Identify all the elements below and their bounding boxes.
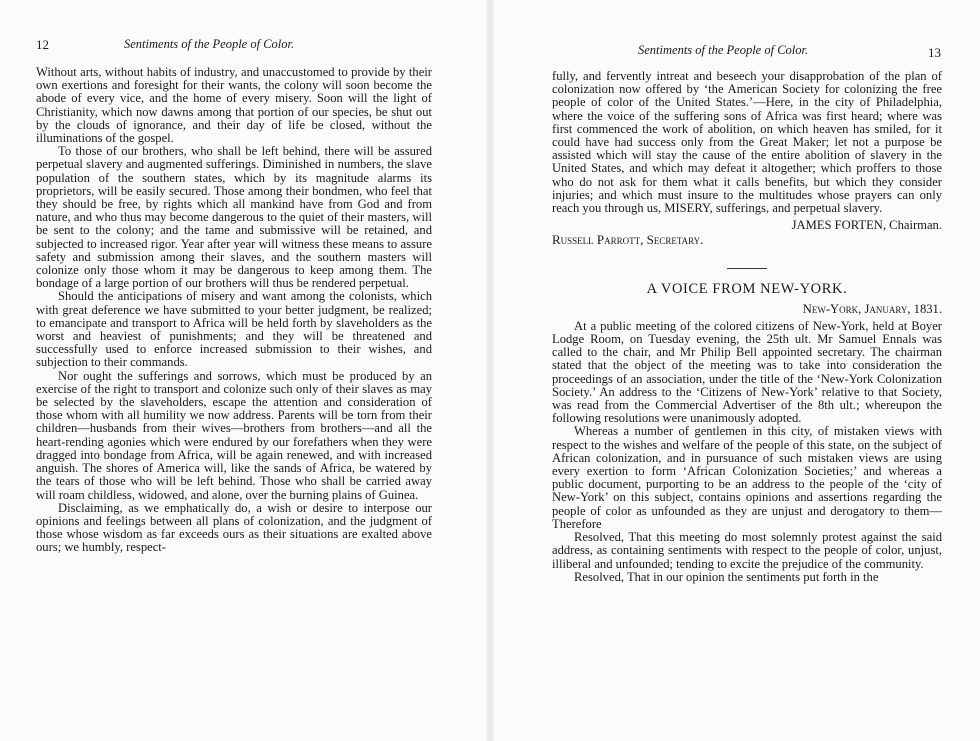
right-paragraph: Whereas a number of gentlemen in this city, of mistaken views with respect to the wishes and welfare of the people of this state, on the subject of African colonization, and in pursuance of such mistaken views are using every exertion to form ‘African Colonization Societies;’ and whereas a public document, purporting to be an address to the people of the ‘city of New-York’ on this subject, contains opinions and assertions regarding the people of color as unfounded as they are unjust and derogatory to them—Therefore (552, 424, 942, 531)
secretary-signature: Russell Parrott, Secretary. (552, 232, 704, 248)
right-page (490, 0, 980, 741)
section-divider (727, 268, 767, 269)
chairman-signature: JAMES FORTEN, Chairman. (791, 218, 942, 233)
section-heading: A VOICE FROM NEW-YORK. (646, 281, 848, 298)
left-paragraph: To those of our brothers, who shall be left behind, there will be assured perpetual slavery and augmented sufferings. Diminished in numbers, the slave population of the southern states, which by its magnitude alarms its proprietors, will be easily secured. Those among their bondmen, who feel that they should be free, by rights which all mankind have from God and from nature, and who thus may become dangerous to the quiet of their masters, will be sent to the colony; and the tame and submissive will be retained, and subjected to increased rigor. Year after year will witness these means to assure safety and submission among their slaves, and the southern masters will colonize only those whom it may be dangerous to keep among them. The bondage of a large portion of our brothers will thus be rendered perpetual. (36, 144, 432, 291)
left-paragraph: Without arts, without habits of industry, and unaccustomed to provide by their own exertions and foresight for their wants, the colony will soon become the abode of every vice, and the home of every misery. Soon will the light of Christianity, which now dawns among that portion of our species, be shut out by the clouds of ignorance, and their day of life be closed, without the illuminations of the gospel. (36, 65, 432, 146)
signatures (552, 219, 942, 246)
right-paragraph: Resolved, That in our opinion the sentiments put forth in the (574, 569, 879, 584)
left-page-number: 12 (36, 37, 49, 52)
left-paragraph: Should the anticipations of misery and want among the colonists, which with great deference we have submitted to your better judgment, be realized; to emancipate and transport to Africa will be held forth by slaveholders as the worst and heaviest of punishments; and they will be threatened and successfully used to enforce increased submission to their wishes, and subjection to their commands. (36, 289, 432, 370)
left-body-text (36, 66, 432, 555)
left-paragraph: Nor ought the sufferings and sorrows, which must be produced by an exercise of the right to transport and colonize such only of their slaves as may be selected by the slaveholders, escape the attention and consideration of those whom with all humility we now address. Parents will be torn from their children—husbands from their wives—brothers from brothers—and all the heart-rending agonies which were endured by our forefathers when they were dragged into bondage from Africa, will be again renewed, and with increased anguish. The shores of America will, like the sands of Africa, be watered by the tears of those who will be left behind. Those who shall be carried away will roam childless, widowed, and alone, over the burning plains of Guinea. (36, 368, 432, 502)
right-body-text (552, 70, 942, 584)
right-paragraph: At a public meeting of the colored citizens of New-York, held at Boyer Lodge Room, on Tuesday evening, the 25th ult. Mr Samuel Ennals was called to the chair, and Mr Philip Bell appointed secretary. The chairman stated that the object of the meeting was to take into consideration the proceedings of an association, under the title of the ‘New-York Colonization Society.’ An address to the ‘Citizens of New-York’ relative to that Society, was read from the Commercial Advertiser of the 8th ult.; whereupon the following resolutions were unanimously adopted. (552, 318, 942, 426)
left-running-title: Sentiments of the People of Color. (124, 37, 295, 51)
dateline: New-York, January, 1831. (802, 301, 942, 316)
right-page-number: 13 (928, 45, 941, 60)
right-paragraph: fully, and fervently intreat and beseech your disapprobation of the plan of colonization now offered by ‘the American Society for colonizing the free people of color of the United States.’—Here, in the city of Philadelphia, where the voice of the suffering sons of Africa was first heard; where was first commenced the work of abolition, on which heaven has smiled, for it could have had success only from the Great Maker; let not a purpose be assisted which will stay the cause of the entire abolition of slavery in the United States, and which may defeat it altogether; which proffers to those who do not ask for them what it calls benefits, but which they consider injuries; and which must insure to the multitudes whose prayers can only reach you through us, MISERY, sufferings, and perpetual slavery. (552, 69, 942, 216)
right-paragraph: Resolved, That this meeting do most solemnly protest against the said address, as containing sentiments with respect to the people of color, unjust, illiberal and unfounded; tending to excite the prejudice of the community. (552, 530, 942, 571)
left-paragraph: Disclaiming, as we emphatically do, a wish or desire to interpose our opinions and feelings between all plans of colonization, and the judgment of those whose wisdom as far exceeds ours as their situations are exalted above ours; we humbly, respect- (36, 500, 432, 555)
right-running-title: Sentiments of the People of Color. (638, 43, 809, 57)
